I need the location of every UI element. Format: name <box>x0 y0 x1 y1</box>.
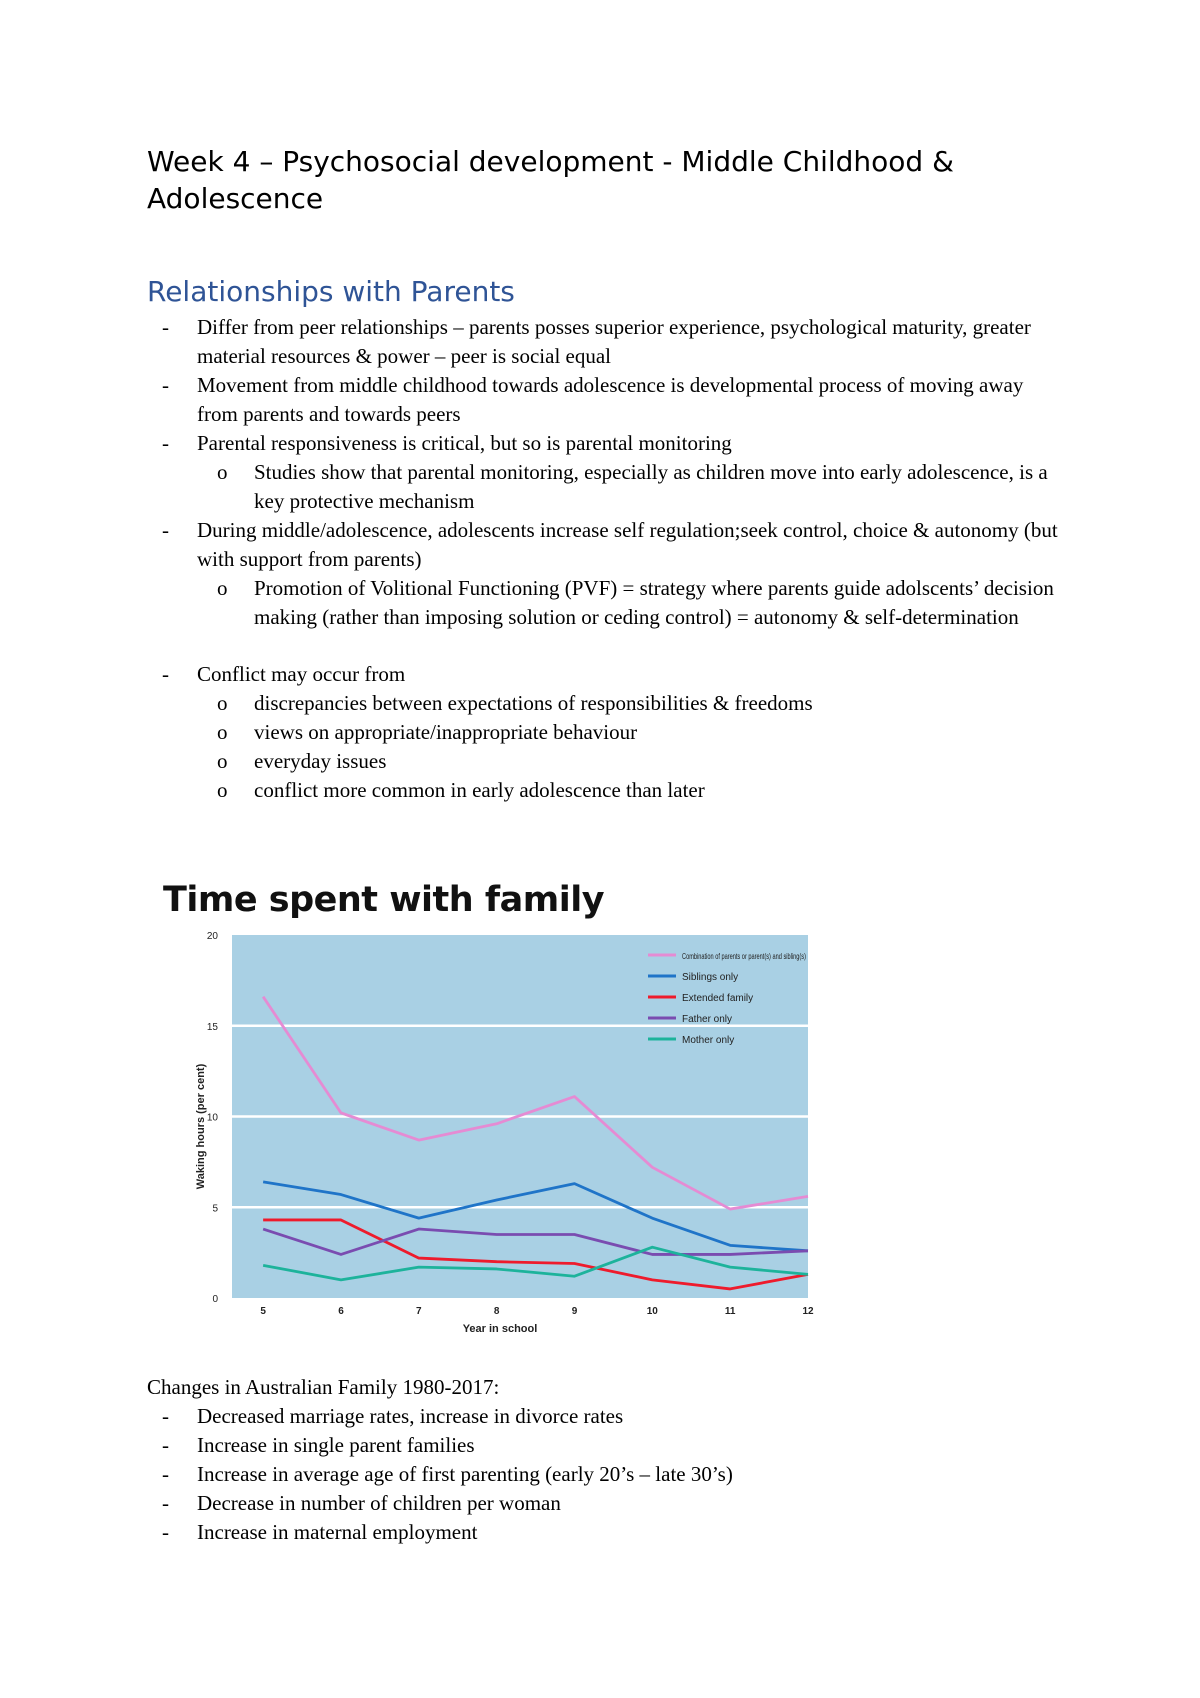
list-item-text: Increase in average age of first parenting (early 20’s – late 30’s) <box>197 1462 733 1486</box>
x-axis-label: Year in school <box>462 1323 538 1335</box>
chart-title: Time spent with family <box>163 880 605 920</box>
x-tick-label: 6 <box>338 1306 344 1317</box>
dash-bullet: - <box>162 1433 169 1457</box>
circle-bullet: o <box>217 778 228 802</box>
relationships-list <box>147 313 1067 805</box>
list-item <box>147 574 1067 632</box>
legend-label: Father only <box>682 1014 733 1025</box>
x-tick-label: 10 <box>646 1306 658 1317</box>
list-item <box>147 689 1067 718</box>
dash-bullet: - <box>162 1404 169 1428</box>
list-gap <box>147 632 1067 660</box>
y-axis-label: Waking hours (per cent) <box>195 1063 207 1190</box>
list-item-text: Differ from peer relationships – parents posses superior experience, psychological maturity, greater material resources & power – peer is social equal <box>197 315 1031 368</box>
list-item-text: Studies show that parental monitoring, especially as children move into early adolescence, is a key protective mechanism <box>254 460 1048 513</box>
list-item-text: During middle/adolescence, adolescents increase self regulation;seek control, choice & autonomy (but with support from parents) <box>197 518 1058 571</box>
changes-list <box>147 1402 1067 1547</box>
list-item <box>147 516 1067 574</box>
list-item <box>147 371 1067 429</box>
list-item <box>147 1460 1067 1489</box>
circle-bullet: o <box>217 691 228 715</box>
x-tick-label: 8 <box>493 1306 500 1317</box>
list-item <box>147 718 1067 747</box>
y-tick-label: 5 <box>212 1203 218 1215</box>
list-item <box>147 313 1067 371</box>
legend-label: Mother only <box>682 1035 735 1046</box>
list-item <box>147 1518 1067 1547</box>
list-item <box>147 660 1067 689</box>
list-item-text: Promotion of Volitional Functioning (PVF) = strategy where parents guide adolscents’ decision making (rather than imposing solution or ceding control) = autonomy & self-determination <box>254 576 1054 629</box>
dash-bullet: - <box>162 662 169 686</box>
time-with-family-chart <box>190 931 830 1355</box>
x-tick-label: 5 <box>260 1306 266 1317</box>
circle-bullet: o <box>217 460 228 484</box>
circle-bullet: o <box>217 576 228 600</box>
page-title: Week 4 – Psychosocial development - Middle Childhood & Adolescence <box>147 145 954 215</box>
list-item <box>147 1402 1067 1431</box>
y-tick-label: 0 <box>212 1294 218 1305</box>
section-heading: Relationships with Parents <box>147 275 515 308</box>
y-tick-label: 20 <box>206 931 218 942</box>
x-tick-label: 11 <box>724 1306 736 1317</box>
changes-intro: Changes in Australian Family 1980-2017: <box>147 1375 500 1399</box>
list-item-text: Parental responsiveness is critical, but so is parental monitoring <box>197 431 732 455</box>
x-tick-label: 9 <box>571 1306 578 1317</box>
dash-bullet: - <box>162 431 169 455</box>
dash-bullet: - <box>162 518 169 542</box>
list-item <box>147 1431 1067 1460</box>
list-item <box>147 776 1067 805</box>
circle-bullet: o <box>217 749 228 773</box>
list-item-text: discrepancies between expectations of responsibilities & freedoms <box>254 691 813 715</box>
y-tick-label: 10 <box>206 1112 218 1124</box>
dash-bullet: - <box>162 315 169 339</box>
x-tick-label: 7 <box>416 1306 422 1317</box>
list-item <box>147 458 1067 516</box>
dash-bullet: - <box>162 1462 169 1486</box>
legend-label: Extended family <box>682 993 754 1004</box>
list-item-text: Increase in maternal employment <box>197 1520 478 1544</box>
list-item-text: Conflict may occur from <box>197 662 406 686</box>
list-item-text: views on appropriate/inappropriate behaviour <box>254 720 638 744</box>
list-item-text: everyday issues <box>254 749 387 773</box>
dash-bullet: - <box>162 1520 169 1544</box>
legend-label: Siblings only <box>682 972 739 983</box>
circle-bullet: o <box>217 720 228 744</box>
list-item <box>147 1489 1067 1518</box>
list-item-text: Decreased marriage rates, increase in divorce rates <box>197 1404 624 1428</box>
list-item <box>147 429 1067 458</box>
dash-bullet: - <box>162 1491 169 1515</box>
legend-label: Combination of parents or parent(s) and sibling(s) <box>682 951 807 961</box>
dash-bullet: - <box>162 373 169 397</box>
list-item <box>147 747 1067 776</box>
list-item-text: Decrease in number of children per woman <box>197 1491 561 1515</box>
x-tick-label: 12 <box>802 1306 814 1317</box>
list-item-text: conflict more common in early adolescence than later <box>254 778 705 802</box>
list-item-text: Increase in single parent families <box>197 1433 475 1457</box>
y-tick-label: 15 <box>206 1021 218 1033</box>
list-item-text: Movement from middle childhood towards adolescence is developmental process of moving away from parents and towards peers <box>197 373 1024 426</box>
